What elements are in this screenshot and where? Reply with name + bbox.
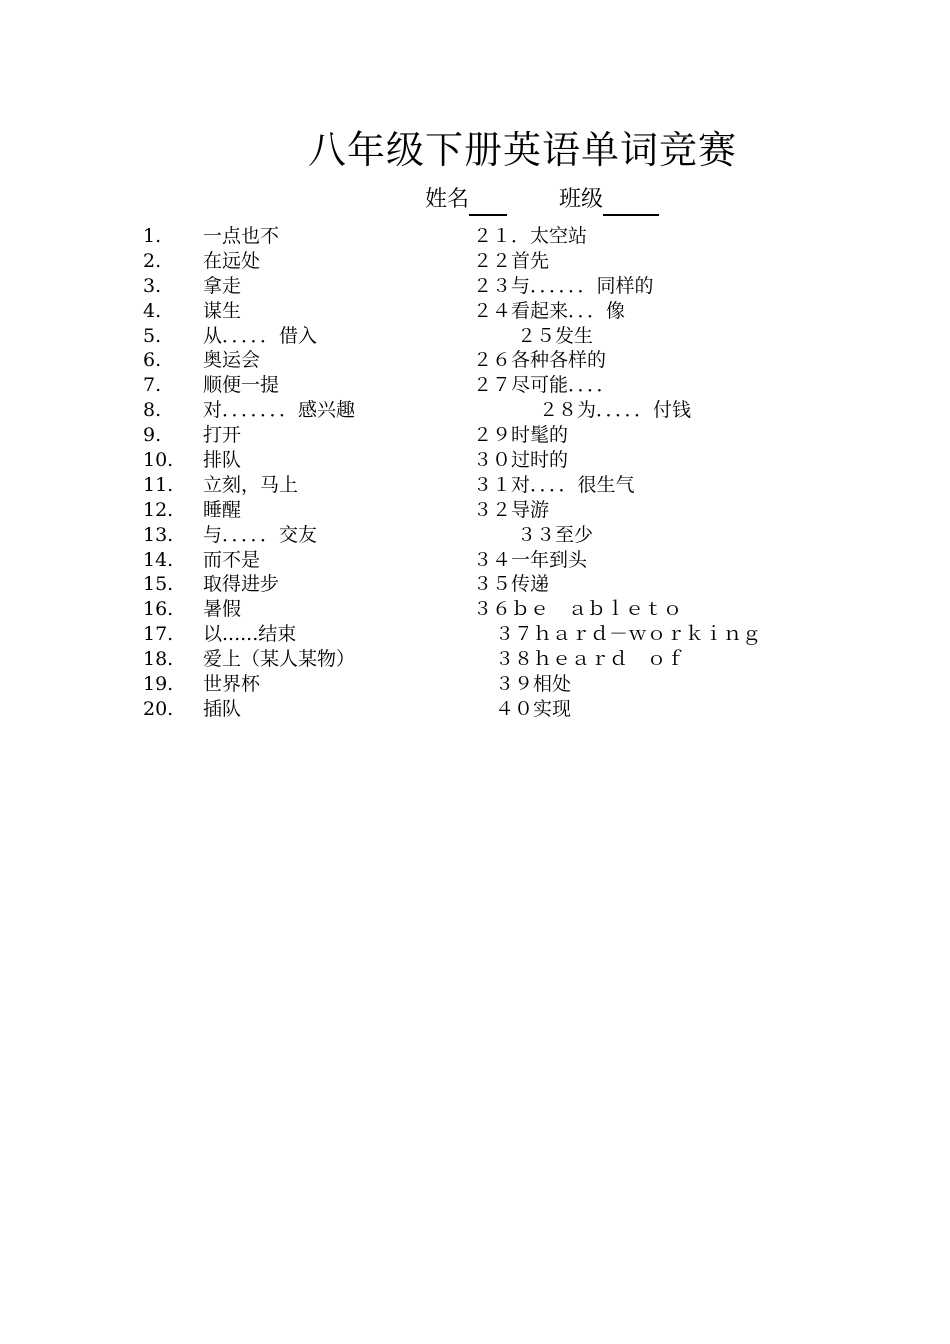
list-item — [143, 299, 355, 324]
item-number: 20. — [143, 697, 174, 720]
item-text: 与．．．．．交友 — [203, 523, 318, 546]
item-text: ２８为．．．．．付钱 — [539, 399, 692, 422]
item-number: 17. — [143, 623, 174, 646]
item-text: ３２导游 — [473, 498, 550, 521]
item-text: ３０过时的 — [473, 449, 569, 472]
item-text: 顺便一提 — [203, 374, 280, 397]
list-item — [143, 224, 355, 249]
item-number: 8. — [143, 399, 162, 422]
item-text: 而不是 — [203, 548, 261, 571]
list-item — [143, 249, 355, 274]
name-class-line — [425, 184, 659, 216]
item-text: 爱上（某人某物） — [203, 648, 356, 671]
list-item — [143, 647, 355, 672]
item-text: 世界杯 — [203, 673, 261, 696]
item-text: 插队 — [203, 697, 242, 720]
list-item — [473, 498, 761, 523]
list-item — [473, 572, 761, 597]
item-text: ３８ｈｅａｒｄ ｏｆ — [495, 648, 686, 671]
item-text: 暑假 — [203, 598, 242, 621]
item-text: 一点也不 — [203, 225, 280, 247]
item-number: 11. — [143, 473, 174, 496]
list-item — [473, 672, 761, 697]
right-word-list — [473, 224, 761, 722]
item-text: ２１．太空站 — [473, 225, 588, 247]
item-text: 从．．．．．借入 — [203, 324, 318, 347]
item-text: ２３与．．．．．．同样的 — [473, 274, 654, 297]
item-text: ３７ｈａｒｄ－ｗｏｒｋｉｎｇ — [495, 623, 762, 646]
item-text: 打开 — [203, 424, 242, 447]
list-item — [143, 597, 355, 622]
list-item — [473, 324, 761, 349]
item-number: 13. — [143, 523, 174, 546]
item-number: 4. — [143, 299, 162, 322]
list-item — [143, 348, 355, 373]
list-item — [473, 348, 761, 373]
list-item — [473, 473, 761, 498]
item-text: ２５发生 — [517, 324, 594, 347]
item-number: 1. — [143, 225, 162, 247]
list-item — [473, 398, 761, 423]
list-item — [473, 448, 761, 473]
list-item — [473, 597, 761, 622]
item-text: ２７尽可能．．．． — [473, 374, 616, 397]
list-item — [473, 423, 761, 448]
item-text: 排队 — [203, 449, 242, 472]
list-item — [143, 274, 355, 299]
item-text: ３４一年到头 — [473, 548, 588, 571]
item-text: ３３至少 — [517, 523, 594, 546]
item-number: 10. — [143, 449, 174, 472]
item-text: 对．．．．．．．感兴趣 — [203, 399, 356, 422]
item-text: ３９相处 — [495, 673, 572, 696]
list-item — [143, 498, 355, 523]
item-text: 拿走 — [203, 274, 242, 297]
item-number: 2. — [143, 249, 162, 272]
item-text: ２４看起来．．．像 — [473, 299, 626, 322]
item-number: 15. — [143, 573, 174, 596]
item-number: 7. — [143, 374, 162, 397]
item-text: ３１对．．．．很生气 — [473, 473, 635, 496]
item-text: 取得进步 — [203, 573, 280, 596]
list-item — [143, 448, 355, 473]
item-number: 16. — [143, 598, 174, 621]
item-text: ２９时髦的 — [473, 424, 569, 447]
item-text: 以......结束 — [203, 623, 297, 646]
list-item — [143, 423, 355, 448]
page-title: 八年级下册英语单词竞赛 — [307, 128, 737, 172]
list-item — [473, 647, 761, 672]
list-item — [473, 697, 761, 722]
list-item — [143, 622, 355, 647]
list-item — [473, 274, 761, 299]
list-item — [473, 249, 761, 274]
class-label: 班级 — [559, 187, 604, 212]
item-text: 立刻，马上 — [203, 473, 299, 496]
list-item — [143, 697, 355, 722]
item-text: 谋生 — [203, 299, 242, 322]
list-item — [473, 548, 761, 573]
list-item — [143, 572, 355, 597]
item-number: 3. — [143, 274, 162, 297]
list-item — [143, 473, 355, 498]
item-text: 奥运会 — [203, 349, 261, 372]
item-number: 12. — [143, 498, 174, 521]
list-item — [143, 548, 355, 573]
list-item — [473, 299, 761, 324]
list-item — [143, 373, 355, 398]
item-number: 14. — [143, 548, 174, 571]
item-text: 睡醒 — [203, 498, 242, 521]
name-blank[interactable] — [469, 190, 507, 216]
list-item — [143, 672, 355, 697]
list-item — [473, 373, 761, 398]
list-item — [473, 622, 761, 647]
item-text: 在远处 — [203, 249, 261, 272]
item-text: ２２首先 — [473, 249, 550, 272]
item-number: 6. — [143, 349, 162, 372]
item-text: ４０实现 — [495, 697, 572, 720]
item-number: 18. — [143, 648, 174, 671]
list-item — [473, 523, 761, 548]
list-item — [143, 324, 355, 349]
item-text: ２６各种各样的 — [473, 349, 607, 372]
item-text: ３５传递 — [473, 573, 550, 596]
class-blank[interactable] — [603, 190, 659, 216]
item-text: ３６ｂｅ ａｂｌｅｔｏ — [473, 598, 683, 621]
name-label: 姓名 — [425, 187, 470, 212]
list-item — [143, 398, 355, 423]
item-number: 5. — [143, 324, 162, 347]
list-item — [473, 224, 761, 249]
item-number: 9. — [143, 424, 162, 447]
item-number: 19. — [143, 673, 174, 696]
left-word-list — [143, 224, 355, 722]
list-item — [143, 523, 355, 548]
